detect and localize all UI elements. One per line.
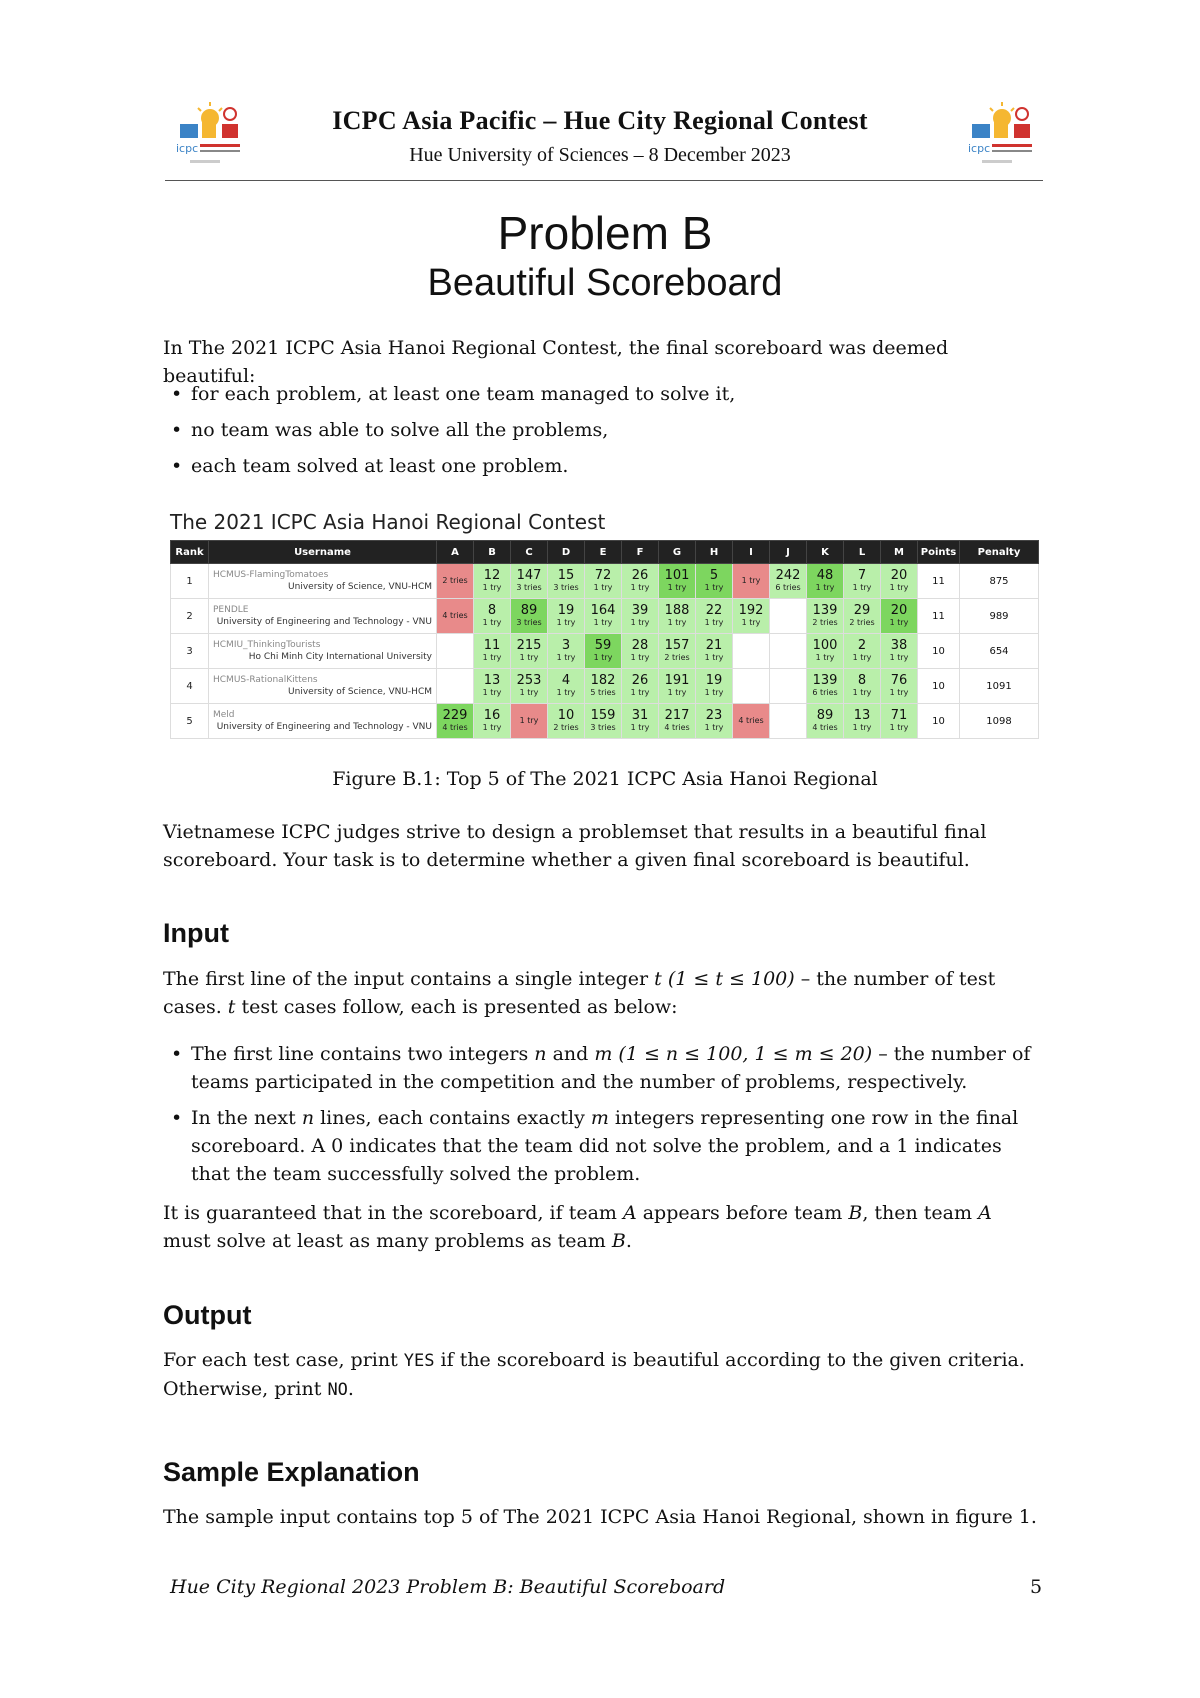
problem-cell bbox=[622, 634, 659, 669]
solve-time: 21 bbox=[705, 638, 723, 653]
solve-time: 19 bbox=[557, 603, 575, 618]
solve-time: 23 bbox=[705, 708, 723, 723]
column-header: B bbox=[474, 541, 511, 564]
problem-cell bbox=[733, 669, 770, 704]
solve-time: 188 bbox=[664, 603, 690, 618]
solve-time: 71 bbox=[890, 708, 908, 723]
problem-cell bbox=[511, 669, 548, 704]
tries-count: 1 try bbox=[482, 653, 502, 662]
problem-cell bbox=[733, 634, 770, 669]
tries-count: 1 try bbox=[593, 653, 613, 662]
solve-time: 19 bbox=[705, 673, 723, 688]
problem-cell bbox=[770, 599, 807, 634]
svg-text:icpc: icpc bbox=[176, 142, 199, 155]
tries-count: 1 try bbox=[630, 653, 650, 662]
solve-time: 182 bbox=[590, 673, 616, 688]
tries-count: 1 try bbox=[630, 723, 650, 732]
tries-count: 1 try bbox=[852, 723, 872, 732]
solve-time: 192 bbox=[738, 603, 764, 618]
tries-count: 1 try bbox=[482, 618, 502, 627]
solve-time: 39 bbox=[631, 603, 649, 618]
team-cell bbox=[209, 564, 437, 599]
problem-cell bbox=[770, 564, 807, 599]
column-header: F bbox=[622, 541, 659, 564]
column-header: A bbox=[437, 541, 474, 564]
team-university: Ho Chi Minh City International University bbox=[248, 652, 432, 662]
team-username: HCMIU_ThinkingTourists bbox=[213, 640, 321, 650]
column-header: M bbox=[881, 541, 918, 564]
problem-cell bbox=[881, 669, 918, 704]
section-heading-sample: Sample Explanation bbox=[163, 1457, 420, 1487]
solve-time: 4 bbox=[561, 673, 571, 688]
scoreboard-row bbox=[171, 599, 1039, 634]
problem-cell bbox=[585, 564, 622, 599]
tries-count: 4 tries bbox=[812, 723, 838, 732]
rank-cell: 2 bbox=[171, 599, 209, 634]
problem-cell bbox=[881, 599, 918, 634]
output-no: NO bbox=[327, 1380, 348, 1400]
math-expression: t bbox=[227, 996, 236, 1018]
problem-cell bbox=[437, 634, 474, 669]
problem-cell bbox=[511, 564, 548, 599]
solve-time: 28 bbox=[631, 638, 649, 653]
problem-cell bbox=[696, 564, 733, 599]
problem-cell bbox=[696, 599, 733, 634]
solve-time: 2 bbox=[857, 638, 867, 653]
problem-cell bbox=[807, 669, 844, 704]
column-header: D bbox=[548, 541, 585, 564]
problem-cell bbox=[844, 704, 881, 739]
solve-time: 7 bbox=[857, 568, 867, 583]
solve-time: 101 bbox=[664, 568, 690, 583]
tries-count: 1 try bbox=[741, 576, 761, 585]
scoreboard-row bbox=[171, 634, 1039, 669]
criteria-item: • no team was able to solve all the problems, bbox=[163, 416, 1043, 444]
tries-count: 3 tries bbox=[516, 618, 542, 627]
tries-count: 1 try bbox=[667, 583, 687, 592]
column-header: Rank bbox=[171, 541, 209, 564]
tries-count: 1 try bbox=[815, 653, 835, 662]
problem-cell bbox=[844, 634, 881, 669]
problem-cell bbox=[437, 564, 474, 599]
tries-count: 1 try bbox=[630, 618, 650, 627]
solve-time: 253 bbox=[516, 673, 542, 688]
problem-cell bbox=[659, 704, 696, 739]
problem-cell bbox=[511, 634, 548, 669]
solve-time: 139 bbox=[812, 673, 838, 688]
criteria-item: • for each problem, at least one team managed to solve it, bbox=[163, 380, 1043, 408]
team-cell bbox=[209, 669, 437, 704]
solve-time: 215 bbox=[516, 638, 542, 653]
solve-time: 29 bbox=[853, 603, 871, 618]
problem-cell bbox=[696, 634, 733, 669]
task-paragraph: Vietnamese ICPC judges strive to design a problemset that results in a beautiful final scoreboard. Your task is to determine whether a given final scoreboard is beautiful. bbox=[163, 821, 987, 871]
problem-cell bbox=[622, 599, 659, 634]
column-header: Username bbox=[209, 541, 437, 564]
tries-count: 4 tries bbox=[442, 611, 468, 620]
tries-count: 1 try bbox=[704, 688, 724, 697]
solve-time: 10 bbox=[557, 708, 575, 723]
problem-cell bbox=[807, 599, 844, 634]
tries-count: 2 tries bbox=[664, 653, 690, 662]
solve-time: 5 bbox=[709, 568, 719, 583]
problem-cell bbox=[511, 599, 548, 634]
penalty-cell: 989 bbox=[960, 599, 1039, 634]
problem-cell bbox=[807, 634, 844, 669]
tries-count: 1 try bbox=[704, 653, 724, 662]
problem-cell bbox=[770, 704, 807, 739]
scoreboard-header-row bbox=[171, 541, 1039, 564]
team-university: University of Engineering and Technology - VNU bbox=[216, 617, 432, 627]
solve-time: 20 bbox=[890, 603, 908, 618]
header-divider bbox=[165, 180, 1043, 181]
input-paragraph: The first line of the input contains a single integer t (1 ≤ t ≤ 100) – the number of test cases. t test cases follow, each is presented as below: bbox=[163, 968, 996, 1018]
tries-count: 1 try bbox=[889, 618, 909, 627]
solve-time: 139 bbox=[812, 603, 838, 618]
problem-cell bbox=[585, 599, 622, 634]
tries-count: 1 try bbox=[556, 618, 576, 627]
column-header: C bbox=[511, 541, 548, 564]
problem-cell bbox=[548, 669, 585, 704]
team-cell bbox=[209, 704, 437, 739]
solve-time: 12 bbox=[483, 568, 501, 583]
problem-cell bbox=[844, 564, 881, 599]
problem-cell bbox=[511, 704, 548, 739]
tries-count: 1 try bbox=[482, 583, 502, 592]
scoreboard-table bbox=[170, 540, 1039, 739]
tries-count: 2 tries bbox=[812, 618, 838, 627]
problem-cell bbox=[474, 564, 511, 599]
contest-title: ICPC Asia Pacific – Hue City Regional Contest bbox=[332, 106, 868, 135]
guarantee-paragraph: It is guaranteed that in the scoreboard, if team A appears before team B, then team A must solve at least as many problems as team B. bbox=[163, 1202, 992, 1252]
column-header: G bbox=[659, 541, 696, 564]
solve-time: 159 bbox=[590, 708, 616, 723]
rank-cell: 1 bbox=[171, 564, 209, 599]
column-header: Points bbox=[918, 541, 960, 564]
solve-time: 242 bbox=[775, 568, 801, 583]
sample-paragraph: The sample input contains top 5 of The 2021 ICPC Asia Hanoi Regional, shown in figure 1. bbox=[163, 1506, 1037, 1528]
tries-count: 6 tries bbox=[812, 688, 838, 697]
tries-count: 1 try bbox=[852, 688, 872, 697]
problem-cell bbox=[807, 704, 844, 739]
problem-cell bbox=[622, 704, 659, 739]
team-cell bbox=[209, 634, 437, 669]
solve-time: 16 bbox=[483, 708, 501, 723]
problem-cell bbox=[844, 599, 881, 634]
criteria-list bbox=[163, 380, 1043, 480]
tries-count: 1 try bbox=[482, 688, 502, 697]
problem-cell bbox=[733, 599, 770, 634]
team-username: HCMUS-FlamingTomatoes bbox=[213, 570, 329, 580]
tries-count: 1 try bbox=[519, 653, 539, 662]
points-cell: 10 bbox=[918, 634, 960, 669]
problem-cell bbox=[548, 704, 585, 739]
section-heading-output: Output bbox=[163, 1300, 252, 1330]
points-cell: 10 bbox=[918, 704, 960, 739]
problem-cell bbox=[437, 599, 474, 634]
solve-time: 217 bbox=[664, 708, 690, 723]
problem-cell bbox=[548, 634, 585, 669]
tries-count: 1 try bbox=[630, 583, 650, 592]
solve-time: 13 bbox=[853, 708, 871, 723]
tries-count: 1 try bbox=[889, 583, 909, 592]
tries-count: 1 try bbox=[741, 618, 761, 627]
page-footer: Hue City Regional 2023 Problem B: Beautiful Scoreboard bbox=[170, 1576, 726, 1598]
scoreboard-row bbox=[171, 704, 1039, 739]
solve-time: 13 bbox=[483, 673, 501, 688]
penalty-cell: 654 bbox=[960, 634, 1039, 669]
output-yes: YES bbox=[403, 1351, 435, 1371]
input-format-item: • The first line contains two integers n and m (1 ≤ n ≤ 100, 1 ≤ m ≤ 20) – the number of teams participated in the competition and the number of problems, respectively. bbox=[163, 1040, 1043, 1096]
points-cell: 11 bbox=[918, 599, 960, 634]
problem-cell bbox=[585, 634, 622, 669]
problem-cell bbox=[770, 669, 807, 704]
team-username: PENDLE bbox=[213, 605, 249, 615]
points-cell: 11 bbox=[918, 564, 960, 599]
tries-count: 1 try bbox=[593, 583, 613, 592]
rank-cell: 4 bbox=[171, 669, 209, 704]
tries-count: 1 try bbox=[556, 688, 576, 697]
problem-cell bbox=[659, 599, 696, 634]
points-cell: 10 bbox=[918, 669, 960, 704]
tries-count: 1 try bbox=[667, 688, 687, 697]
tries-count: 1 try bbox=[852, 653, 872, 662]
scoreboard-caption: The 2021 ICPC Asia Hanoi Regional Contest bbox=[170, 510, 606, 534]
output-paragraph: For each test case, print YES if the scoreboard is beautiful according to the given criteria. Otherwise, print NO. bbox=[163, 1349, 1025, 1400]
contest-subtitle: Hue University of Sciences – 8 December 2023 bbox=[409, 144, 791, 166]
solve-time: 157 bbox=[664, 638, 690, 653]
tries-count: 2 tries bbox=[849, 618, 875, 627]
rank-cell: 5 bbox=[171, 704, 209, 739]
scoreboard-body bbox=[171, 564, 1039, 739]
problem-cell bbox=[696, 704, 733, 739]
solve-time: 229 bbox=[442, 708, 468, 723]
tries-count: 1 try bbox=[852, 583, 872, 592]
problem-cell bbox=[548, 599, 585, 634]
problem-cell bbox=[622, 669, 659, 704]
problem-cell bbox=[437, 669, 474, 704]
column-header: E bbox=[585, 541, 622, 564]
math-expression: t (1 ≤ t ≤ 100) bbox=[654, 968, 795, 990]
problem-cell bbox=[733, 704, 770, 739]
tries-count: 1 try bbox=[889, 723, 909, 732]
problem-cell bbox=[474, 704, 511, 739]
problem-cell bbox=[807, 564, 844, 599]
solve-time: 11 bbox=[483, 638, 501, 653]
problem-cell bbox=[881, 564, 918, 599]
tries-count: 2 tries bbox=[442, 576, 468, 585]
tries-count: 1 try bbox=[815, 583, 835, 592]
problem-cell bbox=[844, 669, 881, 704]
column-header: I bbox=[733, 541, 770, 564]
column-header: K bbox=[807, 541, 844, 564]
problem-cell bbox=[437, 704, 474, 739]
solve-time: 59 bbox=[594, 638, 612, 653]
page-number: 5 bbox=[1030, 1576, 1043, 1598]
problem-cell bbox=[696, 669, 733, 704]
problem-cell bbox=[548, 564, 585, 599]
tries-count: 1 try bbox=[704, 618, 724, 627]
solve-time: 100 bbox=[812, 638, 838, 653]
tries-count: 1 try bbox=[482, 723, 502, 732]
figure-caption: Figure B.1: Top 5 of The 2021 ICPC Asia Hanoi Regional bbox=[332, 768, 878, 790]
team-username: Meld bbox=[213, 710, 235, 720]
input-format-list bbox=[163, 1040, 1043, 1188]
column-header: Penalty bbox=[960, 541, 1039, 564]
tries-count: 1 try bbox=[889, 688, 909, 697]
solve-time: 72 bbox=[594, 568, 612, 583]
tries-count: 4 tries bbox=[738, 716, 764, 725]
tries-count: 4 tries bbox=[664, 723, 690, 732]
solve-time: 20 bbox=[890, 568, 908, 583]
tries-count: 3 tries bbox=[590, 723, 616, 732]
tries-count: 3 tries bbox=[553, 583, 579, 592]
tries-count: 1 try bbox=[704, 723, 724, 732]
problem-cell bbox=[474, 634, 511, 669]
tries-count: 5 tries bbox=[590, 688, 616, 697]
solve-time: 89 bbox=[816, 708, 834, 723]
tries-count: 1 try bbox=[889, 653, 909, 662]
team-username: HCMUS-RationalKittens bbox=[213, 675, 318, 685]
problem-cell bbox=[659, 634, 696, 669]
criteria-item: • each team solved at least one problem. bbox=[163, 452, 1043, 480]
scoreboard-row bbox=[171, 564, 1039, 599]
problem-cell bbox=[733, 564, 770, 599]
rank-cell: 3 bbox=[171, 634, 209, 669]
solve-time: 147 bbox=[516, 568, 542, 583]
svg-text:icpc: icpc bbox=[968, 142, 991, 155]
tries-count: 1 try bbox=[519, 688, 539, 697]
tries-count: 2 tries bbox=[553, 723, 579, 732]
penalty-cell: 1091 bbox=[960, 669, 1039, 704]
solve-time: 48 bbox=[816, 568, 834, 583]
tries-count: 1 try bbox=[630, 688, 650, 697]
problem-cell bbox=[585, 669, 622, 704]
problem-cell bbox=[659, 669, 696, 704]
solve-time: 22 bbox=[705, 603, 723, 618]
problem-cell bbox=[474, 599, 511, 634]
team-university: University of Science, VNU-HCM bbox=[288, 582, 432, 592]
problem-cell bbox=[585, 704, 622, 739]
problem-cell bbox=[881, 704, 918, 739]
solve-time: 26 bbox=[631, 673, 649, 688]
solve-time: 26 bbox=[631, 568, 649, 583]
solve-time: 8 bbox=[857, 673, 867, 688]
solve-time: 164 bbox=[590, 603, 616, 618]
tries-count: 1 try bbox=[519, 716, 539, 725]
penalty-cell: 1098 bbox=[960, 704, 1039, 739]
solve-time: 8 bbox=[487, 603, 497, 618]
solve-time: 3 bbox=[561, 638, 571, 653]
intro-paragraph: In The 2021 ICPC Asia Hanoi Regional Contest, the final scoreboard was deemed beautiful: bbox=[163, 337, 949, 387]
tries-count: 1 try bbox=[667, 618, 687, 627]
column-header: H bbox=[696, 541, 733, 564]
solve-time: 191 bbox=[664, 673, 690, 688]
column-header: J bbox=[770, 541, 807, 564]
solve-time: 76 bbox=[890, 673, 908, 688]
team-university: University of Science, VNU-HCM bbox=[288, 687, 432, 697]
solve-time: 15 bbox=[557, 568, 575, 583]
problem-cell bbox=[474, 669, 511, 704]
input-format-item: • In the next n lines, each contains exactly m integers representing one row in the final scoreboard. A 0 indicates that the team did not solve the problem, and a 1 indicates that the team successfully solved the problem. bbox=[163, 1104, 1043, 1188]
problem-cell bbox=[770, 634, 807, 669]
scoreboard-row bbox=[171, 669, 1039, 704]
penalty-cell: 875 bbox=[960, 564, 1039, 599]
problem-cell bbox=[622, 564, 659, 599]
problem-cell bbox=[659, 564, 696, 599]
problem-cell bbox=[881, 634, 918, 669]
section-heading-input: Input bbox=[163, 918, 229, 948]
problem-name: Beautiful Scoreboard bbox=[427, 262, 783, 304]
tries-count: 6 tries bbox=[775, 583, 801, 592]
solve-time: 38 bbox=[890, 638, 908, 653]
tries-count: 1 try bbox=[556, 653, 576, 662]
tries-count: 1 try bbox=[704, 583, 724, 592]
team-cell bbox=[209, 599, 437, 634]
column-header: L bbox=[844, 541, 881, 564]
solve-time: 89 bbox=[520, 603, 538, 618]
tries-count: 4 tries bbox=[442, 723, 468, 732]
team-university: University of Engineering and Technology - VNU bbox=[216, 722, 432, 732]
problem-title: Problem B bbox=[497, 207, 713, 259]
solve-time: 31 bbox=[631, 708, 649, 723]
tries-count: 3 tries bbox=[516, 583, 542, 592]
tries-count: 1 try bbox=[593, 618, 613, 627]
